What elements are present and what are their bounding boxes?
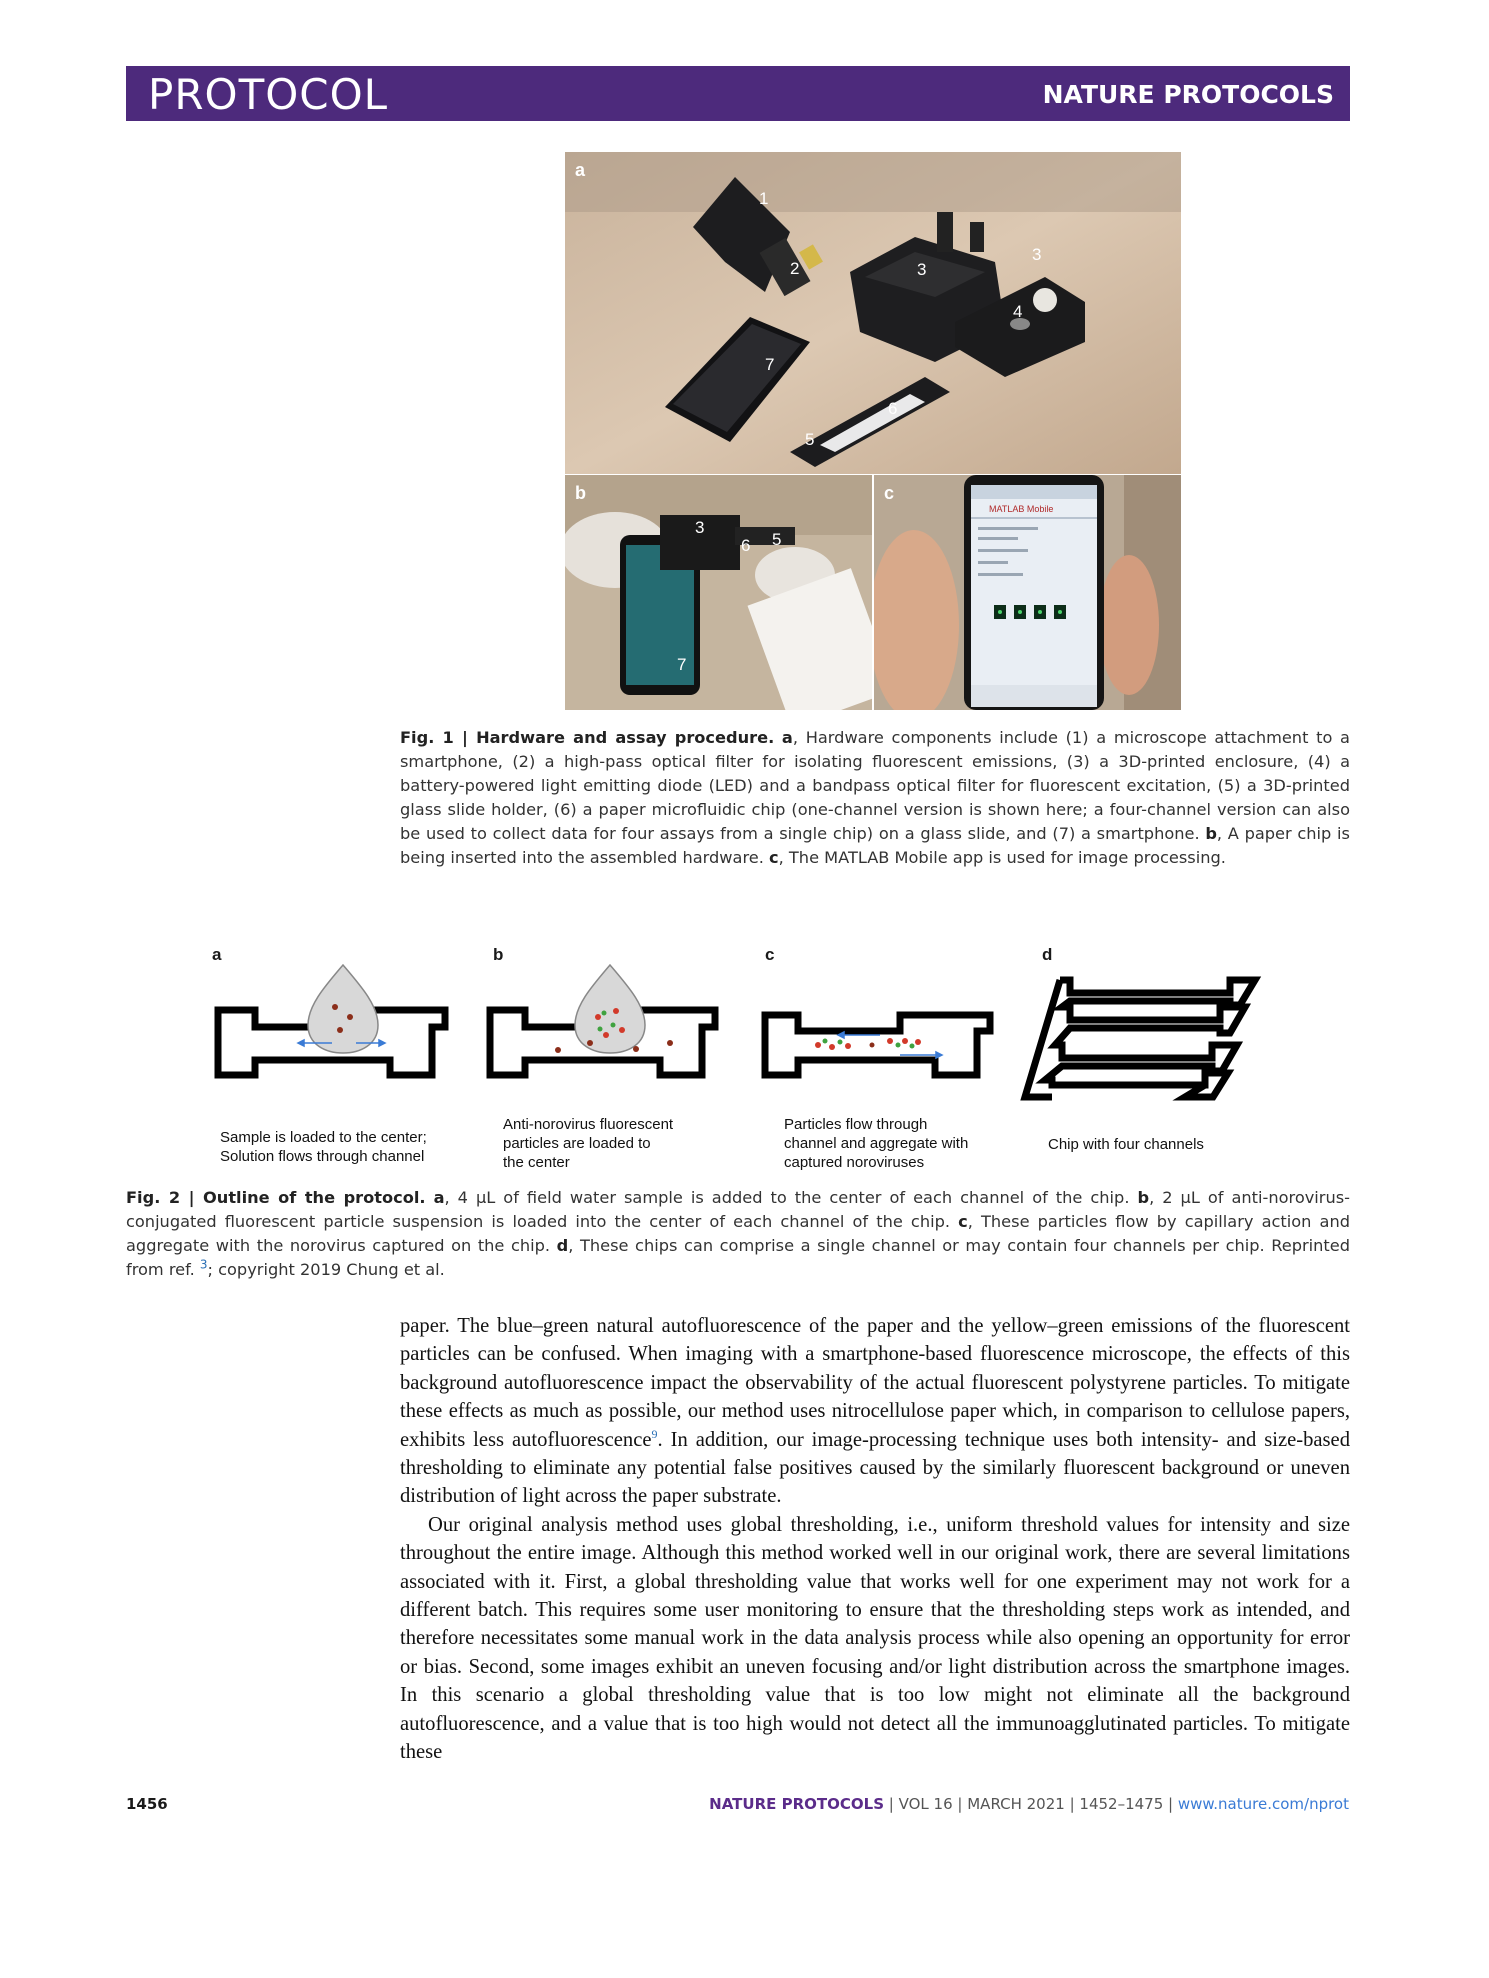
- fig2-caption-c-text: , These particles flow by capillary action and aggregate with the norovirus captured on the chip.: [126, 1212, 1350, 1255]
- fig1-b-label-7: 7: [677, 655, 687, 674]
- fig2-caption: [126, 1186, 1350, 1282]
- footer-pages: 1452–1475: [1079, 1795, 1164, 1813]
- fig2-label-a: [220, 1128, 450, 1166]
- fig1-label-7: 7: [765, 355, 775, 374]
- fig2-label-c: [784, 1115, 1014, 1172]
- fig1-caption-title: Fig. 1 | Hardware and assay procedure.: [400, 728, 775, 747]
- fig2-caption-b-text: , 2 µL of anti-norovirus-conjugated fluorescent particle suspension is loaded into the center of each channel of the chip.: [126, 1188, 1350, 1231]
- fig2-caption-c-label: c: [958, 1212, 968, 1231]
- fig2-label-a-line2: Solution flows through channel: [220, 1148, 425, 1165]
- fig2-panel-b-letter: b: [493, 945, 504, 964]
- body-p1-part-a: paper. The blue–green natural autofluorescence of the paper and the yellow–green emissions of the fluorescent particles can be confused. When imaging with a smartphone-based fluorescence microscope, the effects of this background autofluorescence impact the observability of the actual fluorescent polystyrene particles. To mitigate these effects as much as possible, our method uses nitrocellulose paper which, in comparison to cellulose papers, exhibits less autofluorescence: [400, 1315, 1350, 1451]
- fig2-caption-d-text: , These chips can comprise a single channel or may contain four channels per chip. Reprinted from ref.: [126, 1236, 1350, 1279]
- header-bar: [126, 66, 1350, 121]
- body-paragraph-1: [400, 1312, 1350, 1511]
- footer-sep-2: |: [952, 1795, 968, 1813]
- fig2-caption-ref[interactable]: 3: [199, 1257, 208, 1272]
- fig1-panel-b-photo: [565, 475, 872, 710]
- fig2-label-b-line1: Anti-norovirus fluorescent: [503, 1116, 674, 1133]
- footer-volume: VOL 16: [898, 1795, 953, 1813]
- fig2-schematics: [200, 945, 1280, 1105]
- fig1-caption-a-text: , Hardware components include (1) a microscope attachment to a smartphone, (2) a high-pass optical filter for isolating fluorescent emissions, (3) a 3D-printed enclosure, (4) a battery-powered light emitting diode (LED) and a bandpass optical filter for fluorescent excitation, (5) a 3D-printed glass slide holder, (6) a paper microfluidic chip (one-channel version is shown here; a four-channel version can also be used to collect data for four assays from a single chip) on a glass slide, and (7) a smartphone.: [400, 728, 1350, 843]
- footer-journal: NATURE PROTOCOLS: [709, 1795, 885, 1813]
- fig1-panel-c-photo: [874, 475, 1181, 710]
- fig2-panel-d-letter: d: [1042, 945, 1053, 964]
- fig2-label-a-line1: Sample is loaded to the center;: [220, 1129, 427, 1146]
- fig2-label-c-line2: channel and aggregate with: [784, 1135, 969, 1152]
- fig1-caption-c-label: c: [769, 848, 779, 867]
- footer-date: MARCH 2021: [967, 1795, 1065, 1813]
- fig2-caption-title: Fig. 2 | Outline of the protocol.: [126, 1188, 426, 1207]
- fig2-caption-b-label: b: [1137, 1188, 1150, 1207]
- body-p1-ref[interactable]: 9: [651, 1426, 658, 1441]
- fig1-label-5: 5: [805, 430, 815, 449]
- fig1-b-label-5: 5: [772, 530, 782, 549]
- fig2-label-c-line1: Particles flow through: [784, 1116, 928, 1133]
- fig2-drop-b: [575, 965, 645, 1053]
- section-title: PROTOCOL: [148, 70, 389, 119]
- fig1-caption-c-text: , The MATLAB Mobile app is used for image processing.: [778, 848, 1226, 867]
- fig1-caption-b-label: b: [1205, 824, 1217, 843]
- fig2-label-b-line3: the center: [503, 1154, 570, 1171]
- fig1-b-label-3: 3: [695, 518, 705, 537]
- fig1-panel-b-letter: b: [575, 483, 586, 503]
- fig1-label-2: 2: [790, 259, 800, 278]
- matlab-app-title: MATLAB Mobile: [989, 504, 1054, 514]
- fig1-caption: [400, 726, 1350, 870]
- page-number: 1456: [126, 1795, 168, 1813]
- footer-sep-1: |: [884, 1795, 899, 1813]
- fig1-b-label-6: 6: [741, 536, 751, 555]
- fig2-label-d-line1: Chip with four channels: [1048, 1136, 1204, 1153]
- fig1-label-3b: 3: [1032, 245, 1042, 264]
- footer-citation: [709, 1795, 1349, 1813]
- fig2-panel-c-letter: c: [765, 945, 775, 964]
- body-paragraph-2: Our original analysis method uses global thresholding, i.e., uniform threshold values for intensity and size throughout the entire image. Although this method worked well in our original work, there are several limitations associated with it. First, a global thresholding value that works well for one experiment may not work for a different batch. This requires some user monitoring to ensure that the thresholding steps work as intended, and therefore necessitates some manual work in the data analysis process while also opening an opportunity for error or bias. Second, some images exhibit an uneven focusing and/or light distribution across the smartphone images. In this scenario a global thresholding value that is too low might not eliminate all the background autofluorescence, and a value that is too high would not detect all the immunoagglutinated particles. To mitigate these: [400, 1513, 1350, 1764]
- footer-sep-3: |: [1064, 1795, 1080, 1813]
- fig2-label-c-line3: captured noroviruses: [784, 1154, 925, 1171]
- fig1-label-1: 1: [759, 189, 769, 208]
- fig2-caption-a-label: a: [433, 1188, 445, 1207]
- fig2-caption-tail: ; copyright 2019 Chung et al.: [207, 1260, 445, 1279]
- fig2-label-b: [503, 1115, 733, 1172]
- fig2-panel-a-letter: a: [212, 945, 222, 964]
- fig2-caption-d-label: d: [556, 1236, 569, 1255]
- fig1-panel-c-letter: c: [884, 483, 895, 503]
- fig2-label-b-line2: particles are loaded to: [503, 1135, 651, 1152]
- fig2-aggregates-c: [815, 1038, 921, 1050]
- fig1-panel-a-photo: [565, 152, 1181, 474]
- footer-url-link[interactable]: www.nature.com/nprot: [1177, 1795, 1349, 1813]
- fig2-label-d: [1048, 1135, 1278, 1154]
- fig2-drop-a: [308, 965, 378, 1053]
- fig1-label-4: 4: [1013, 302, 1023, 321]
- fig2-chip-d: [1025, 980, 1255, 1097]
- fig1-caption-b-text: , A paper chip is being inserted into the assembled hardware.: [400, 824, 1350, 867]
- journal-name: NATURE PROTOCOLS: [1042, 80, 1334, 109]
- fig2-diagram: [200, 945, 1280, 1185]
- fig2-chip-c: [765, 1015, 990, 1075]
- body-text: [400, 1312, 1350, 1767]
- fig1-panel-a-letter: a: [575, 160, 586, 180]
- fig1-caption-a-label: a: [781, 728, 793, 747]
- body-p1-part-b: . In addition, our image-processing technique uses both intensity- and size-based thresholding to eliminate any potential false positives caused by the similarly fluorescent background or uneven distribution of light across the paper substrate.: [400, 1428, 1350, 1508]
- fig1-label-6: 6: [888, 399, 898, 418]
- footer-sep-4: |: [1163, 1795, 1178, 1813]
- fig1-label-3a: 3: [917, 260, 927, 279]
- fig2-caption-a-text: , 4 µL of field water sample is added to the center of each channel of the chip.: [444, 1188, 1138, 1207]
